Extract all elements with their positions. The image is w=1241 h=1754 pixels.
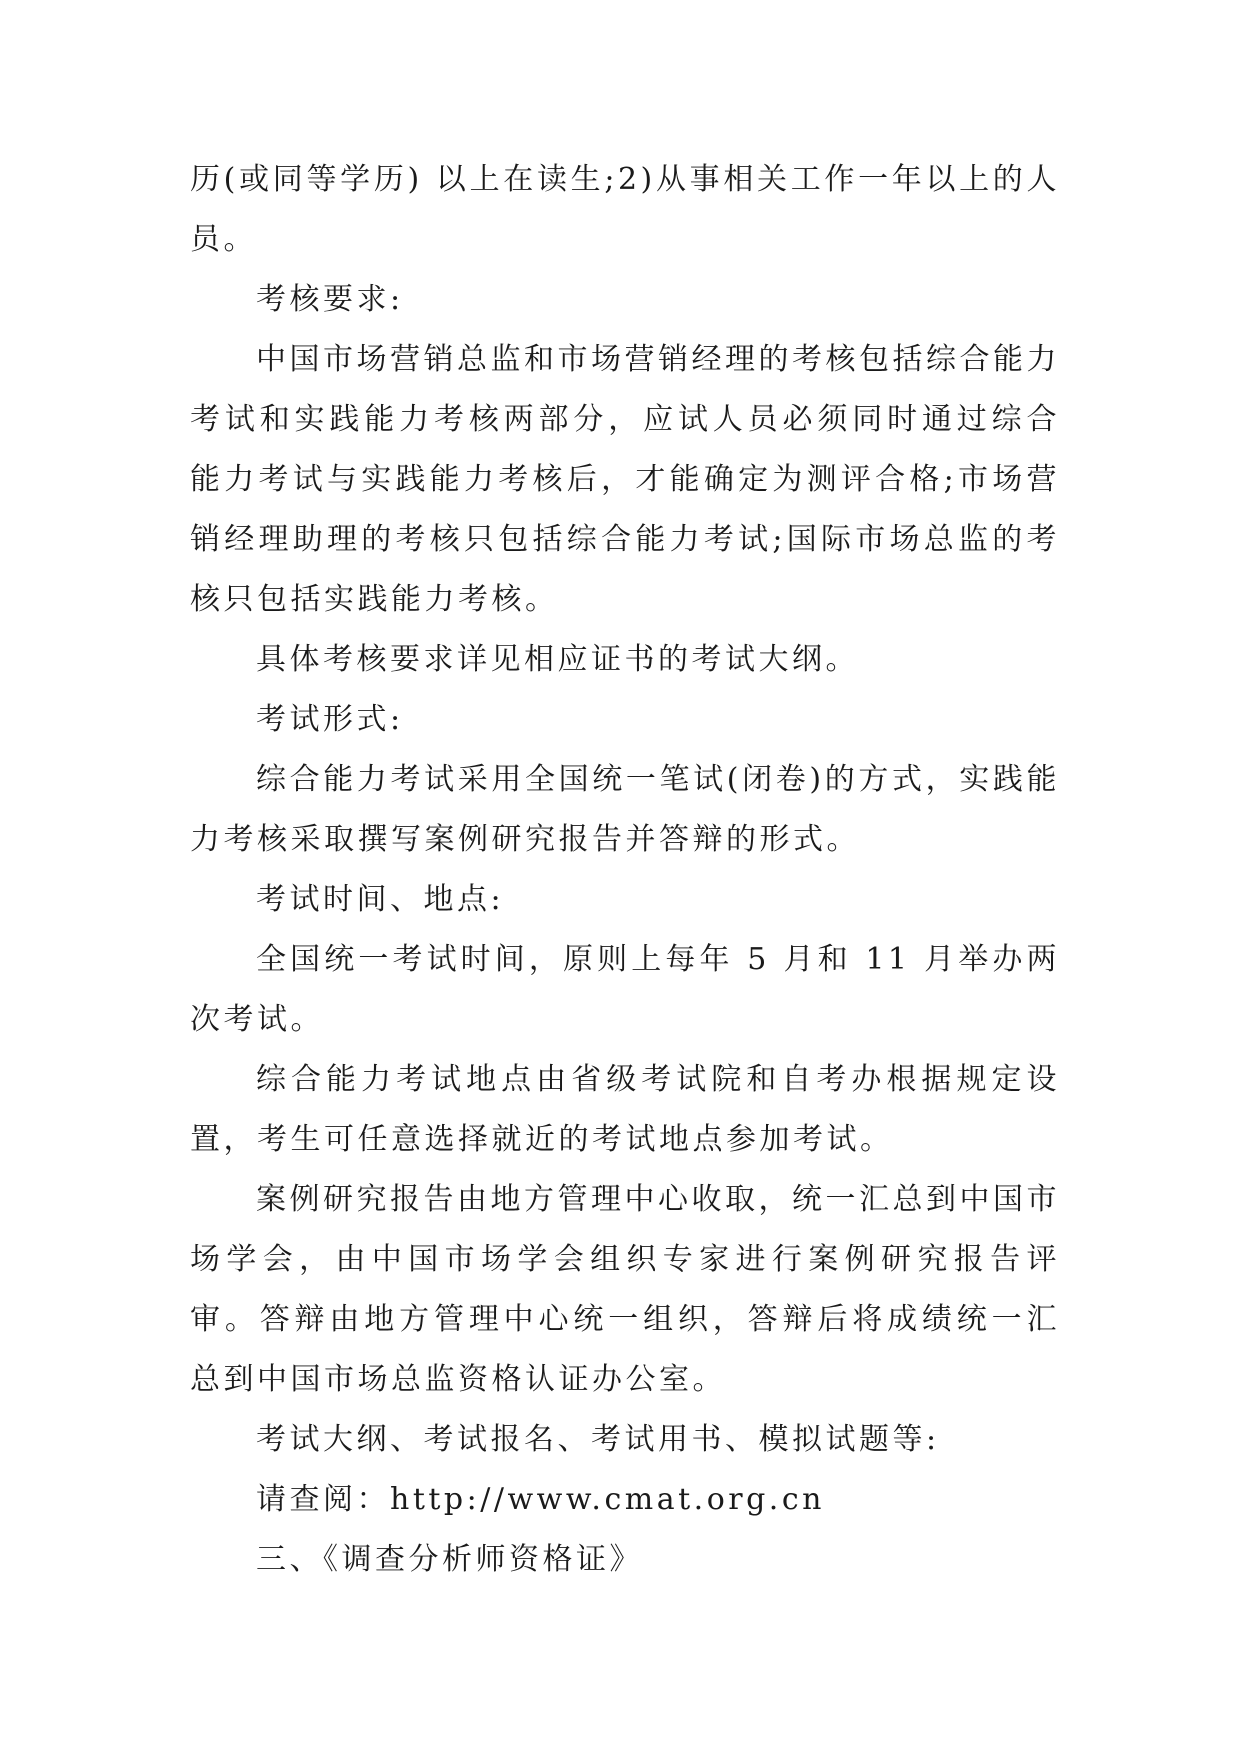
paragraph-exam-format: 综合能力考试采用全国统一笔试(闭卷)的方式，实践能力考核采取撰写案例研究报告并答辩的形式。 [190,762,1060,857]
paragraph-syllabus-reference: 具体考核要求详见相应证书的考试大纲。 [256,642,859,677]
paragraph-eligibility-continued: 历(或同等学历) 以上在读生;2)从事相关工作一年以上的人员。 [190,162,1060,257]
heading-exam-resources: 考试大纲、考试报名、考试用书、模拟试题等: [256,1422,940,1457]
paragraph-exam-time: 全国统一考试时间，原则上每年 5 月和 11 月举办两次考试。 [190,942,1060,1037]
document-body [190,150,1060,1590]
heading-exam-time-location: 考试时间、地点: [256,882,505,917]
paragraph-case-report: 案例研究报告由地方管理中心收取，统一汇总到中国市场学会，由中国市场学会组织专家进行案例研究报告评审。答辩由地方管理中心统一组织，答辩后将成绩统一汇总到中国市场总监资格认证办公室。 [190,1182,1060,1397]
paragraph-exam-location: 综合能力考试地点由省级考试院和自考办根据规定设置，考生可任意选择就近的考试地点参加考试。 [190,1062,1060,1157]
heading-section-three: 三、《调查分析师资格证》 [256,1542,643,1577]
paragraph-website-reference: 请查阅：http://www.cmat.org.cn [256,1482,825,1517]
paragraph-assessment-details: 中国市场营销总监和市场营销经理的考核包括综合能力考试和实践能力考核两部分，应试人员必须同时通过综合能力考试与实践能力考核后，才能确定为测评合格;市场营销经理助理的考核只包括综合能力考试;国际市场总监的考核只包括实践能力考核。 [190,342,1060,617]
heading-assessment-requirements: 考核要求: [256,282,404,317]
heading-exam-format: 考试形式: [256,702,404,737]
